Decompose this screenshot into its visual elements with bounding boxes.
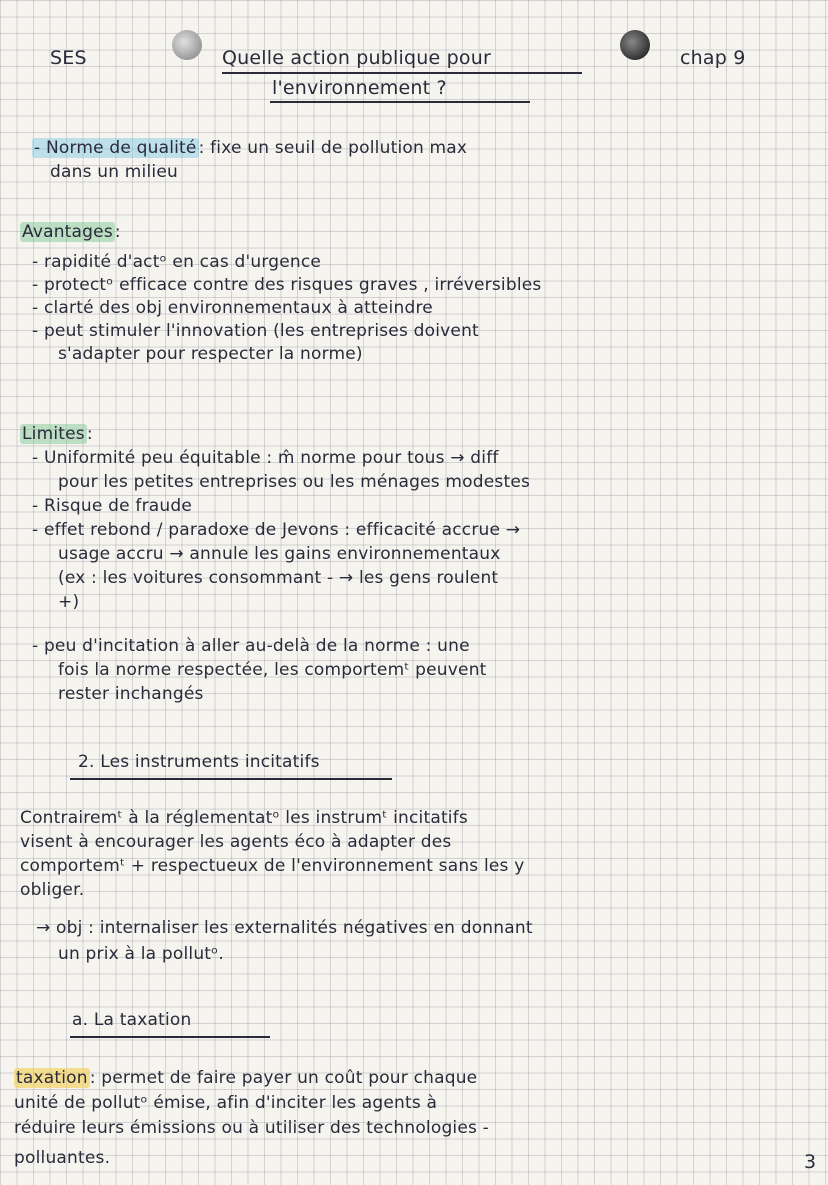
avantages-item-1: - rapidité d'actᵒ en cas d'urgence — [32, 252, 322, 272]
taxation-term: taxation — [16, 1068, 88, 1088]
limites-line-2: pour les petites entreprises ou les ménages modestes — [58, 472, 531, 492]
section-a-heading: a. La taxation — [72, 1010, 192, 1030]
limites-heading-text: Limites — [22, 424, 85, 444]
section-a-underline — [70, 1036, 270, 1038]
avantages-item-4: - peut stimuler l'innovation (les entreprises doivent — [32, 321, 479, 341]
section-2-line-2: visent à encourager les agents éco à adapter des — [20, 832, 452, 852]
section-2-line-5: → obj : internaliser les externalités négatives en donnant — [36, 918, 533, 938]
norme-line-2: dans un milieu — [50, 162, 178, 182]
norme-term: - Norme de qualité — [34, 138, 197, 158]
avantages-item-4-cont: s'adapter pour respecter la norme) — [58, 344, 363, 364]
avantages-heading — [20, 222, 121, 242]
norme-definition: : fixe un seuil de pollution max — [198, 138, 468, 158]
taxation-line-1 — [14, 1068, 477, 1088]
limites-line-10: rester inchangés — [58, 684, 204, 704]
avantages-item-3: - clarté des obj environnementaux à atteindre — [32, 298, 433, 318]
limites-line-5: usage accru → annule les gains environnementaux — [58, 544, 501, 564]
title-underline-2 — [270, 101, 530, 103]
section-2-line-6: un prix à la pollutᵒ. — [58, 944, 224, 964]
section-2-line-1: Contrairemᵗ à la réglementatᵒ les instrumᵗ incitatifs — [20, 808, 468, 828]
binder-hole-left — [172, 30, 202, 60]
chapter-label: chap 9 — [680, 47, 746, 69]
avantages-heading-text: Avantages — [22, 222, 113, 242]
page-title-line2: l'environnement ? — [272, 77, 447, 99]
avantages-heading-colon: : — [114, 222, 121, 242]
limites-line-9: fois la norme respectée, les comportemᵗ peuvent — [58, 660, 487, 680]
taxation-line-3: réduire leurs émissions ou à utiliser des technologies - — [14, 1118, 490, 1138]
norme-line-1 — [32, 138, 467, 158]
title-underline-1 — [222, 72, 582, 74]
limites-line-1: - Uniformité peu équitable : m̂ norme pour tous → diff — [32, 448, 499, 468]
page-title-line1: Quelle action publique pour — [222, 47, 491, 69]
taxation-line-2: unité de pollutᵒ émise, afin d'inciter les agents à — [14, 1093, 438, 1113]
subject-label: SES — [50, 47, 87, 69]
binder-hole-right — [620, 30, 650, 60]
avantages-item-2: - protectᵒ efficace contre des risques graves , irréversibles — [32, 275, 542, 295]
limites-line-8: - peu d'incitation à aller au-delà de la norme : une — [32, 636, 470, 656]
section-2-line-4: obliger. — [20, 880, 85, 900]
limites-line-6: (ex : les voitures consommant - → les gens roulent — [58, 568, 499, 588]
limites-heading — [20, 424, 93, 444]
page-number: 3 — [804, 1151, 817, 1173]
limites-heading-colon: : — [86, 424, 93, 444]
limites-line-4: - effet rebond / paradoxe de Jevons : efficacité accrue → — [32, 520, 521, 540]
limites-line-7: +) — [58, 592, 80, 612]
section-2-underline — [70, 778, 392, 780]
taxation-definition: : permet de faire payer un coût pour chaque — [89, 1068, 478, 1088]
taxation-line-4: polluantes. — [14, 1148, 111, 1168]
section-2-heading: 2. Les instruments incitatifs — [78, 752, 320, 772]
section-2-line-3: comportemᵗ + respectueux de l'environnement sans les y — [20, 856, 525, 876]
limites-line-3: - Risque de fraude — [32, 496, 193, 516]
